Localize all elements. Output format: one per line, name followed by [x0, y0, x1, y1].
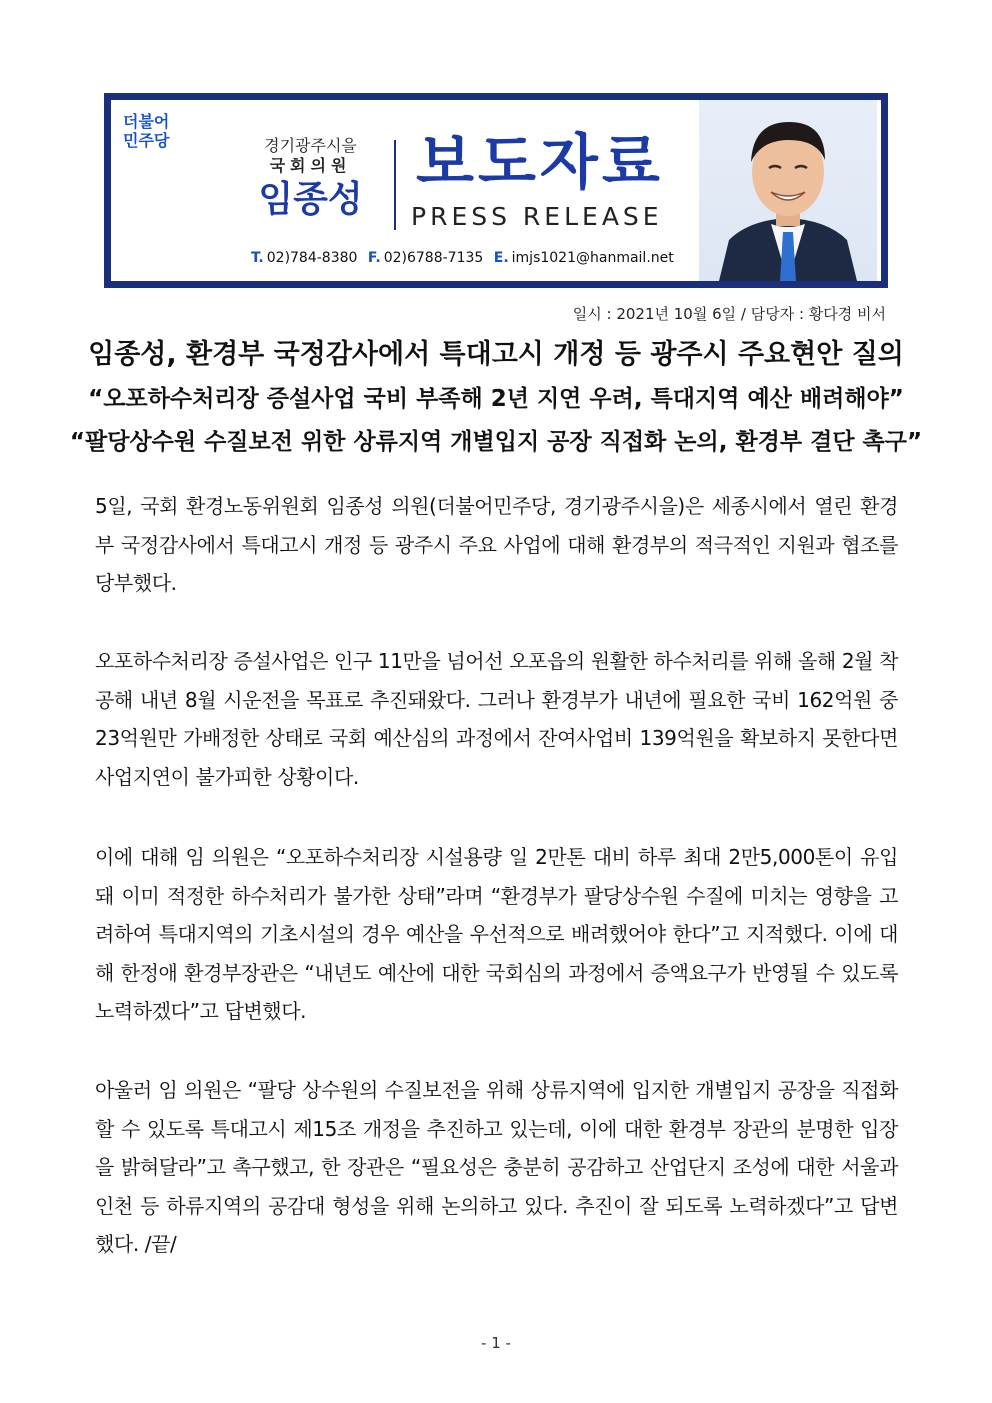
portrait-illustration	[699, 100, 877, 281]
date-and-contact: 일시 : 2021년 10월 6일 / 담당자 : 황다경 비서	[572, 305, 886, 323]
fax-number: 02)6788-7135	[383, 250, 484, 266]
email-address: imjs1021@hanmail.net	[511, 250, 674, 266]
contact-line	[251, 248, 674, 268]
body-paragraph-4: 아울러 임 의원은 “팔당 상수원의 수질보전을 위해 상류지역에 입지한 개별입지 공장을 직접화 할 수 있도록 특대고시 제15조 개정을 추진하고 있는데, 이에 대한 환경부 장관의 분명한 입장을 밝혀달라”고 촉구했고, 한 장관은 “필요성은 충분히 공감하고 산업단지 조성에 대한 서울과 인천 등 하류지역의 공감대 형성을 위해 논의하고 있다. 추진이 잘 되도록 노력하겠다”고 답변했다. /끝/	[95, 1078, 898, 1256]
sub-headline-1: “오포하수처리장 증설사업 국비 부족해 2년 지연 우려, 특대지역 예산 배려해야”	[88, 386, 904, 412]
press-release-banner	[104, 93, 888, 288]
main-headline: 임종성, 환경부 국정감사에서 특대고시 개정 등 광주시 주요현안 질의	[88, 339, 904, 370]
party-logo-line1: 더불어	[123, 112, 170, 131]
body-paragraph-1: 5일, 국회 환경노동위원회 임종성 의원(더불어민주당, 경기광주시을)은 세종시에서 열린 환경부 국정감사에서 특대고시 개정 등 광주시 주요 사업에 대해 환경부의 적극적인 지원과 협조를 당부했다.	[95, 494, 898, 595]
release-subtitle: PRESS RELEASE	[411, 202, 663, 231]
banner-divider	[394, 140, 396, 230]
body-paragraph-3: 이에 대해 임 의원은 “오포하수처리장 시설용량 일 2만톤 대비 하루 최대 2만5,000톤이 유입돼 이미 적정한 하수처리가 불가한 상태”라며 “환경부가 팔당상수원 수질에 미치는 영향을 고려하여 특대지역의 기초시설의 경우 예산을 우선적으로 배려했어야 한다”고 지적했다. 이에 대해 한정애 환경부장관은 “내년도 예산에 대한 국회심의 과정에서 증액요구가 반영될 수 있도록 노력하겠다”고 답변했다.	[95, 845, 898, 1023]
phone-number: 02)784-8380	[266, 250, 358, 266]
phone-label: T.	[251, 250, 264, 266]
fax-label: F.	[367, 250, 381, 266]
email-label: E.	[493, 250, 509, 266]
member-title: 국회의원	[269, 156, 352, 175]
member-info	[243, 136, 378, 222]
page-number: - 1 -	[481, 1334, 511, 1352]
party-logo	[123, 112, 187, 150]
release-title: 보도자료	[416, 128, 664, 198]
member-portrait	[699, 100, 877, 281]
sub-headline-2: “팔당상수원 수질보전 위한 상류지역 개별입지 공장 직접화 논의, 환경부 결단 촉구”	[69, 429, 923, 455]
member-name: 임종성	[258, 179, 363, 220]
body-paragraph-2: 오포하수처리장 증설사업은 인구 11만을 넘어선 오포읍의 원활한 하수처리를 위해 올해 2월 착공해 내년 8월 시운전을 목표로 추진돼왔다. 그러나 환경부가 내년에 필요한 국비 162억원 중 23억원만 가배정한 상태로 국회 예산심의 과정에서 잔여사업비 139억원을 확보하지 못한다면 사업지연이 불가피한 상황이다.	[95, 649, 898, 789]
party-logo-line2: 민주당	[123, 131, 170, 150]
district-label: 경기광주시을	[264, 136, 357, 155]
